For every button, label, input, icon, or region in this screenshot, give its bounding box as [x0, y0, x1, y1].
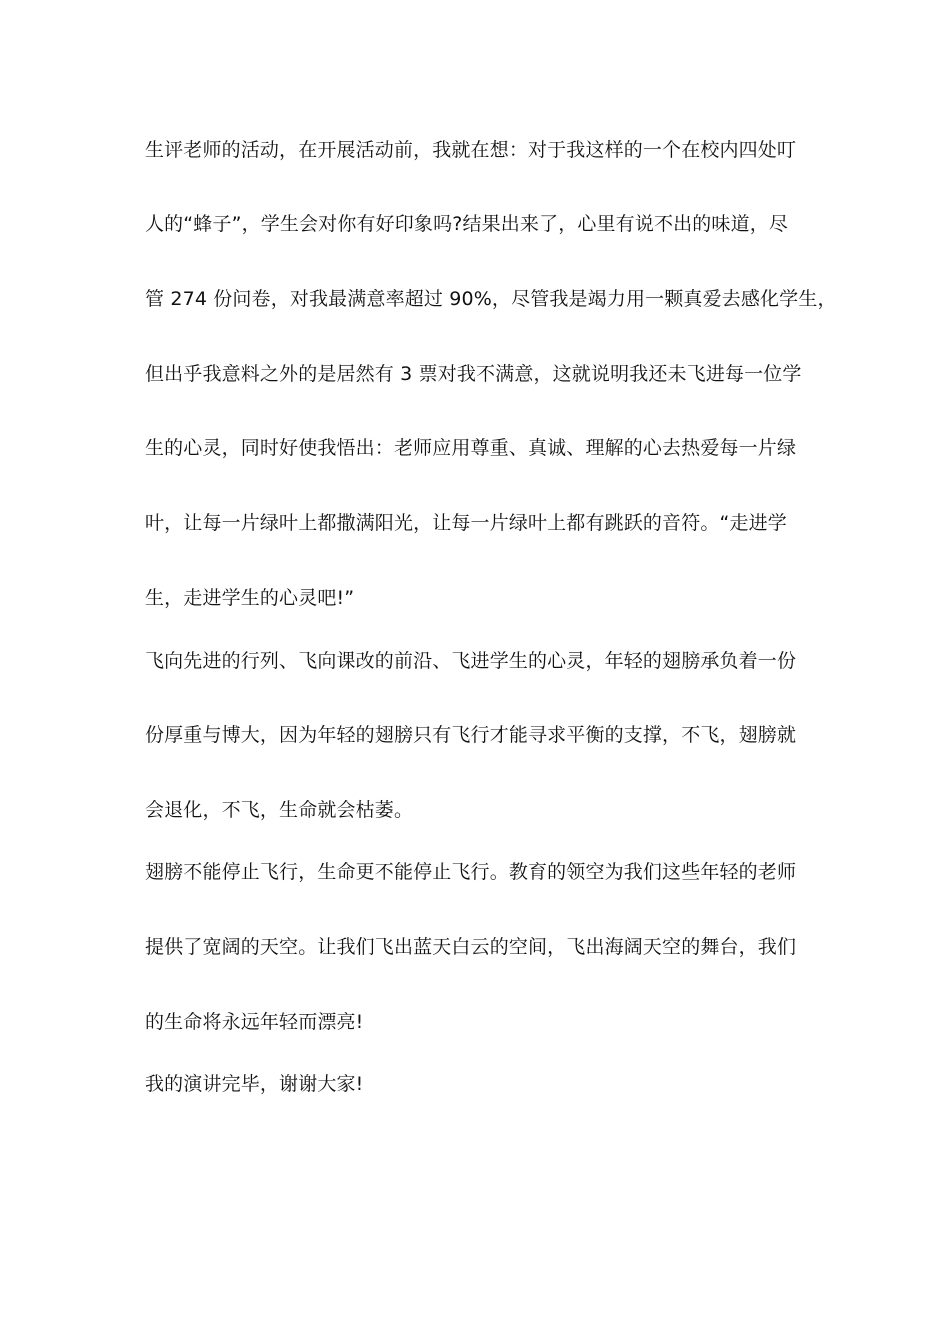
closing-line: 我的演讲完毕，谢谢大家!: [145, 1073, 364, 1095]
text-line: 提供了宽阔的天空。让我们飞出蓝天白云的空间，飞出海阔天空的舞台，我们: [145, 936, 797, 958]
text-line: 人的“蜂子”，学生会对你有好印象吗?结果出来了，心里有说不出的味道，尽: [145, 213, 789, 235]
text-line: 生，走进学生的心灵吧!”: [145, 587, 355, 609]
text-line: 生评老师的活动，在开展活动前，我就在想：对于我这样的一个在校内四处叮: [145, 139, 797, 161]
text-line: 飞向先进的行列、飞向课改的前沿、飞进学生的心灵，年轻的翅膀承负着一份: [145, 650, 797, 672]
text-line: 管 274 份问卷，对我最满意率超过 90%，尽管我是竭力用一颗真爱去感化学生，: [145, 288, 837, 310]
text-line: 的生命将永远年轻而漂亮!: [145, 1011, 364, 1033]
text-line: 叶，让每一片绿叶上都撒满阳光，让每一片绿叶上都有跳跃的音符。“走进学: [145, 512, 787, 534]
text-line: 份厚重与博大，因为年轻的翅膀只有飞行才能寻求平衡的支撑，不飞，翅膀就: [145, 724, 797, 746]
text-line: 但出乎我意料之外的是居然有 3 票对我不满意，这就说明我还未飞进每一位学: [145, 363, 802, 385]
text-line: 生的心灵，同时好使我悟出：老师应用尊重、真诚、理解的心去热爱每一片绿: [145, 437, 797, 459]
text-line: 会退化，不飞，生命就会枯萎。: [145, 799, 414, 821]
text-line: 翅膀不能停止飞行，生命更不能停止飞行。教育的领空为我们这些年轻的老师: [145, 861, 797, 883]
